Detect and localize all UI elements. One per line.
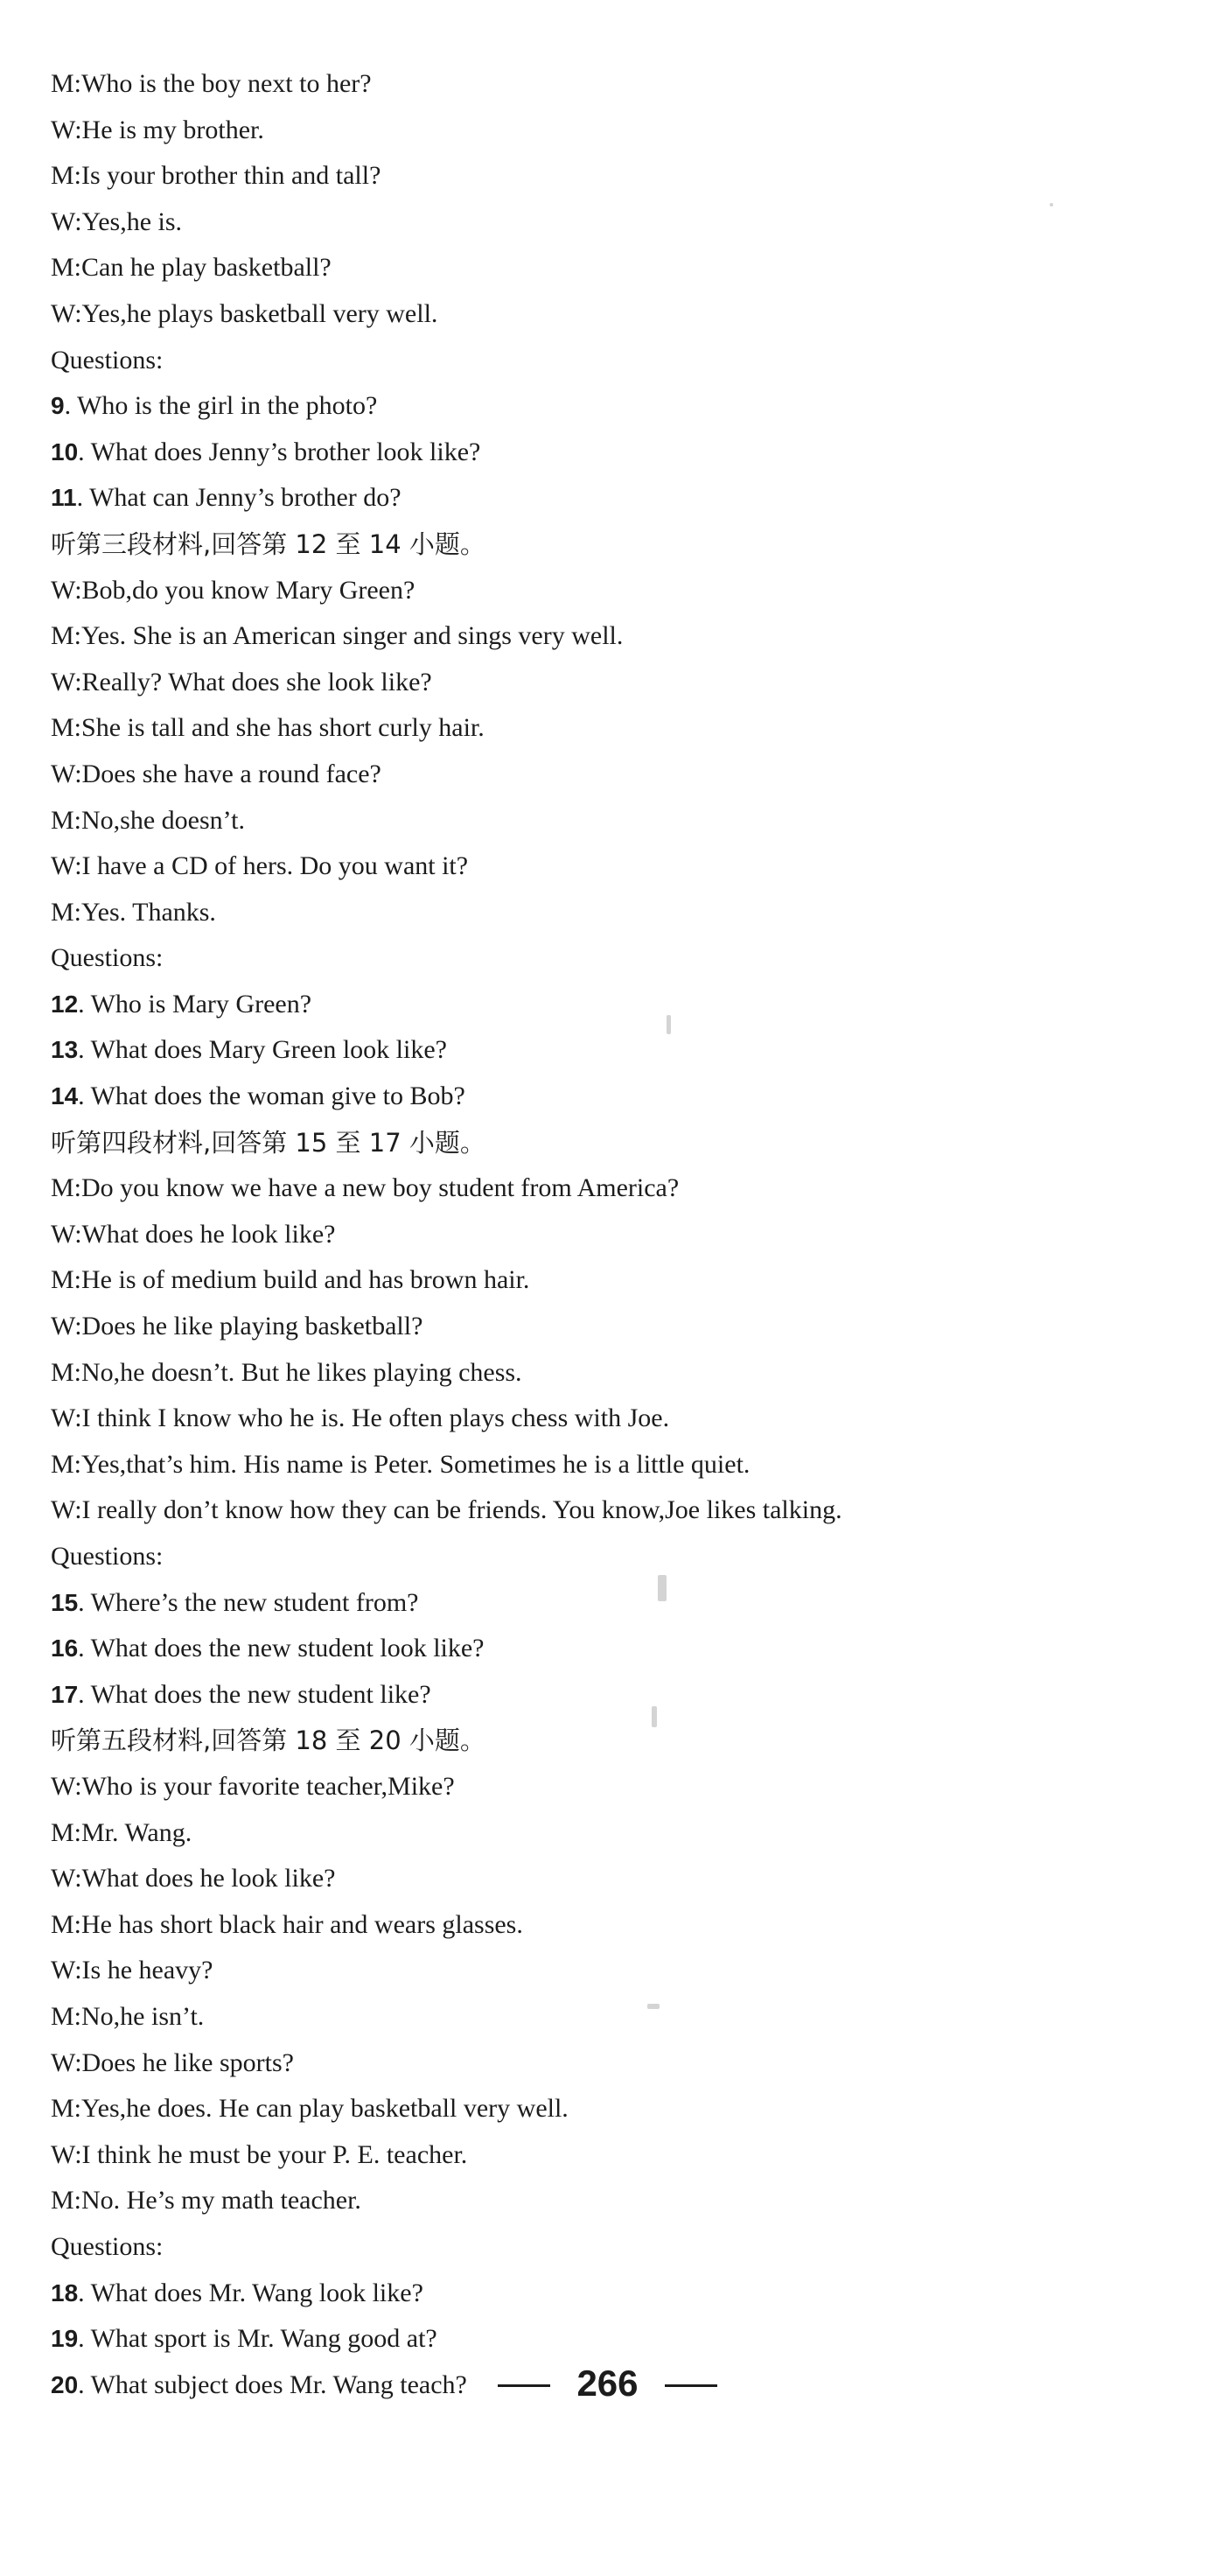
section-instruction: 听第四段材料,回答第 15 至 17 小题。 [51, 1127, 485, 1158]
section-instruction: 听第三段材料,回答第 12 至 14 小题。 [51, 528, 485, 559]
dialog-line: M:He has short black hair and wears glasses. [51, 1909, 523, 1939]
question-text: . Where’s the new student from? [78, 1587, 419, 1617]
question-item [51, 1027, 1188, 1074]
scan-speck [658, 1575, 667, 1601]
question-number: 18 [51, 2278, 79, 2306]
dialog-line: M:No,he isn’t. [51, 2001, 205, 2031]
footer-dash-right [665, 2384, 717, 2387]
question-text: . What does the woman give to Bob? [78, 1082, 465, 1111]
dialog-line: W:I really don’t know how they can be friends. You know,Joe likes talking. [51, 1495, 842, 1525]
dialog-line: W:Really? What does she look like? [51, 667, 432, 696]
dialog-line: W:I have a CD of hers. Do you want it? [51, 851, 469, 881]
question-item [51, 1626, 1188, 1672]
dialog-line: W:He is my brother. [51, 115, 264, 144]
scan-speck [652, 1706, 657, 1727]
question-text: . What does Jenny’s brother look like? [78, 437, 481, 466]
question-item [51, 1672, 1188, 1718]
dialog-line: M:Yes,he does. He can play basketball very well. [51, 2094, 569, 2124]
questions-label: Questions: [51, 345, 164, 374]
question-number: 15 [51, 1588, 79, 1616]
question-text: . What does Mr. Wang look like? [78, 2278, 423, 2307]
question-number: 17 [51, 1680, 79, 1708]
page-number: 266 [576, 2362, 639, 2404]
dialog-line: M:She is tall and she has short curly hair. [51, 713, 485, 743]
question-text: . What does Mary Green look like? [78, 1035, 447, 1065]
question-number: 20 [51, 2370, 79, 2398]
question-item [51, 383, 1188, 430]
question-item [51, 2271, 1188, 2317]
dialog-line: M:Can he play basketball? [51, 253, 332, 283]
dialog-line: W:Is he heavy? [51, 1956, 213, 1985]
transcript-lines [51, 61, 1188, 2408]
dialog-line: W:Does he like sports? [51, 2048, 294, 2077]
question-number: 9 [51, 392, 65, 420]
question-number: 10 [51, 438, 79, 466]
dialog-line: W:I think he must be your P. E. teacher. [51, 2139, 468, 2169]
questions-label: Questions: [51, 2231, 164, 2261]
dialog-line: W:Does he like playing basketball? [51, 1312, 423, 1341]
question-item [51, 475, 1188, 522]
question-text: . What does the new student like? [78, 1679, 431, 1709]
dialog-line: W:Who is your favorite teacher,Mike? [51, 1771, 455, 1801]
question-text: . Who is the girl in the photo? [64, 391, 378, 421]
question-number: 14 [51, 1082, 79, 1110]
dialog-line: M:No,he doesn’t. But he likes playing chess. [51, 1357, 522, 1387]
question-item [51, 430, 1188, 476]
question-text: . What subject does Mr. Wang teach? [78, 2370, 467, 2399]
page-footer [0, 2362, 1215, 2404]
question-text: . What does the new student look like? [78, 1634, 485, 1663]
question-number: 13 [51, 1036, 79, 1064]
section-instruction: 听第五段材料,回答第 18 至 20 小题。 [51, 1726, 485, 1756]
dialog-line: M:Who is the boy next to her? [51, 69, 372, 98]
question-item [51, 1074, 1188, 1120]
dialog-line: M:Do you know we have a new boy student from America? [51, 1173, 680, 1203]
question-item [51, 982, 1188, 1028]
question-text: . What sport is Mr. Wang good at? [78, 2324, 437, 2354]
dialog-line: M:No,she doesn’t. [51, 805, 245, 835]
questions-label: Questions: [51, 943, 164, 973]
dialog-line: W:Does she have a round face? [51, 759, 381, 788]
dialog-line: M:Is your brother thin and tall? [51, 161, 381, 191]
footer-dash-left [498, 2384, 550, 2387]
dialog-line: W:What does he look like? [51, 1219, 336, 1249]
dialog-line: W:I think I know who he is. He often plays chess with Joe. [51, 1404, 670, 1433]
dialog-line: M:No. He’s my math teacher. [51, 2186, 361, 2216]
question-text: . What can Jenny’s brother do? [76, 483, 402, 513]
dialog-line: W:Yes,he plays basketball very well. [51, 298, 438, 328]
question-number: 12 [51, 990, 79, 1018]
question-number: 19 [51, 2325, 79, 2353]
scan-speck [1050, 203, 1053, 206]
question-text: . Who is Mary Green? [78, 989, 312, 1018]
questions-label: Questions: [51, 1542, 164, 1571]
dialog-line: W:Bob,do you know Mary Green? [51, 575, 415, 605]
scan-speck [647, 2004, 660, 2009]
question-item [51, 1580, 1188, 1627]
dialog-line: M:Yes,that’s him. His name is Peter. Sometimes he is a little quiet. [51, 1449, 751, 1479]
scan-speck [667, 1015, 671, 1034]
dialog-line: W:What does he look like? [51, 1864, 336, 1894]
dialog-line: M:Mr. Wang. [51, 1817, 192, 1847]
question-item [51, 2316, 1188, 2362]
dialog-line: M:Yes. She is an American singer and sings very well. [51, 621, 624, 651]
question-number: 11 [51, 484, 77, 512]
question-number: 16 [51, 1634, 79, 1662]
dialog-line: M:He is of medium build and has brown hair. [51, 1265, 530, 1295]
dialog-line: W:Yes,he is. [51, 206, 183, 236]
dialog-line: M:Yes. Thanks. [51, 897, 216, 927]
